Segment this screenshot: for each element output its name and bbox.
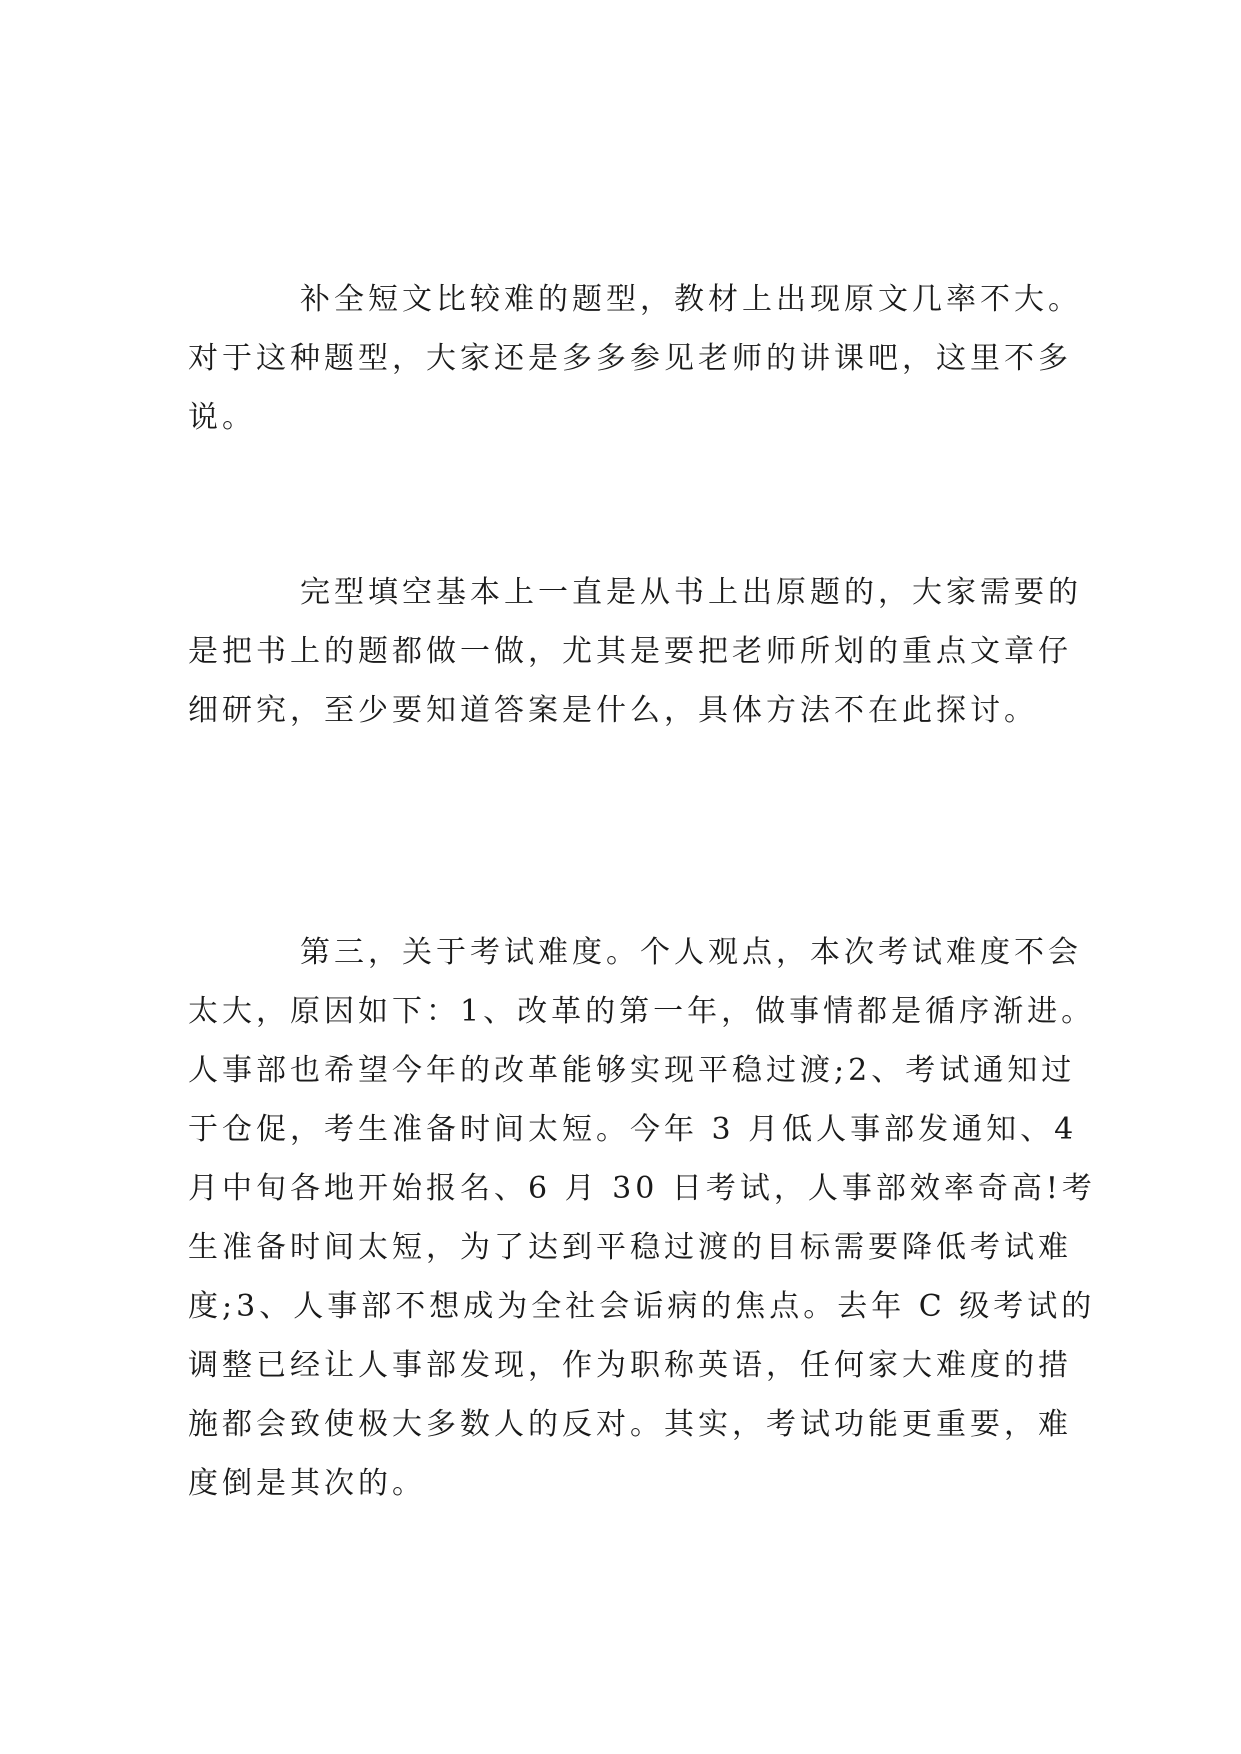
paragraph-exam-difficulty [188,923,1096,1513]
paragraph-line: 调整已经让人事部发现，作为职称英语，任何家大难度的措 [188,1348,1072,1383]
paragraph-line: 太大，原因如下：1、改革的第一年，做事情都是循序渐进。 [188,994,1096,1029]
paragraph-cloze [188,563,1082,740]
paragraph-line: 细研究，至少要知道答案是什么，具体方法不在此探讨。 [188,693,1038,728]
paragraph-line: 是把书上的题都做一做，尤其是要把老师所划的重点文章仔 [188,634,1072,669]
paragraph-line: 人事部也希望今年的改革能够实现平稳过渡;2、考试通知过 [188,1053,1076,1088]
paragraph-line: 生准备时间太短，为了达到平稳过渡的目标需要降低考试难 [188,1230,1072,1265]
paragraph-line: 第三，关于考试难度。个人观点，本次考试难度不会 [300,935,1082,970]
paragraph-short-passage [188,270,1082,447]
paragraph-line: 施都会致使极大多数人的反对。其实，考试功能更重要，难 [188,1407,1072,1442]
paragraph-line: 补全短文比较难的题型，教材上出现原文几率不大。 [300,282,1082,317]
paragraph-line: 度倒是其次的。 [188,1466,426,1501]
paragraph-line: 完型填空基本上一直是从书上出原题的，大家需要的 [300,575,1082,610]
paragraph-line: 于仓促，考生准备时间太短。今年 3 月低人事部发通知、4 [188,1112,1078,1147]
paragraph-line: 说。 [188,400,256,435]
paragraph-line: 月中旬各地开始报名、6 月 30 日考试，人事部效率奇高!考 [188,1171,1096,1206]
paragraph-line: 对于这种题型，大家还是多多参见老师的讲课吧，这里不多 [188,341,1072,376]
paragraph-line: 度;3、人事部不想成为全社会诟病的焦点。去年 C 级考试的 [188,1289,1096,1324]
